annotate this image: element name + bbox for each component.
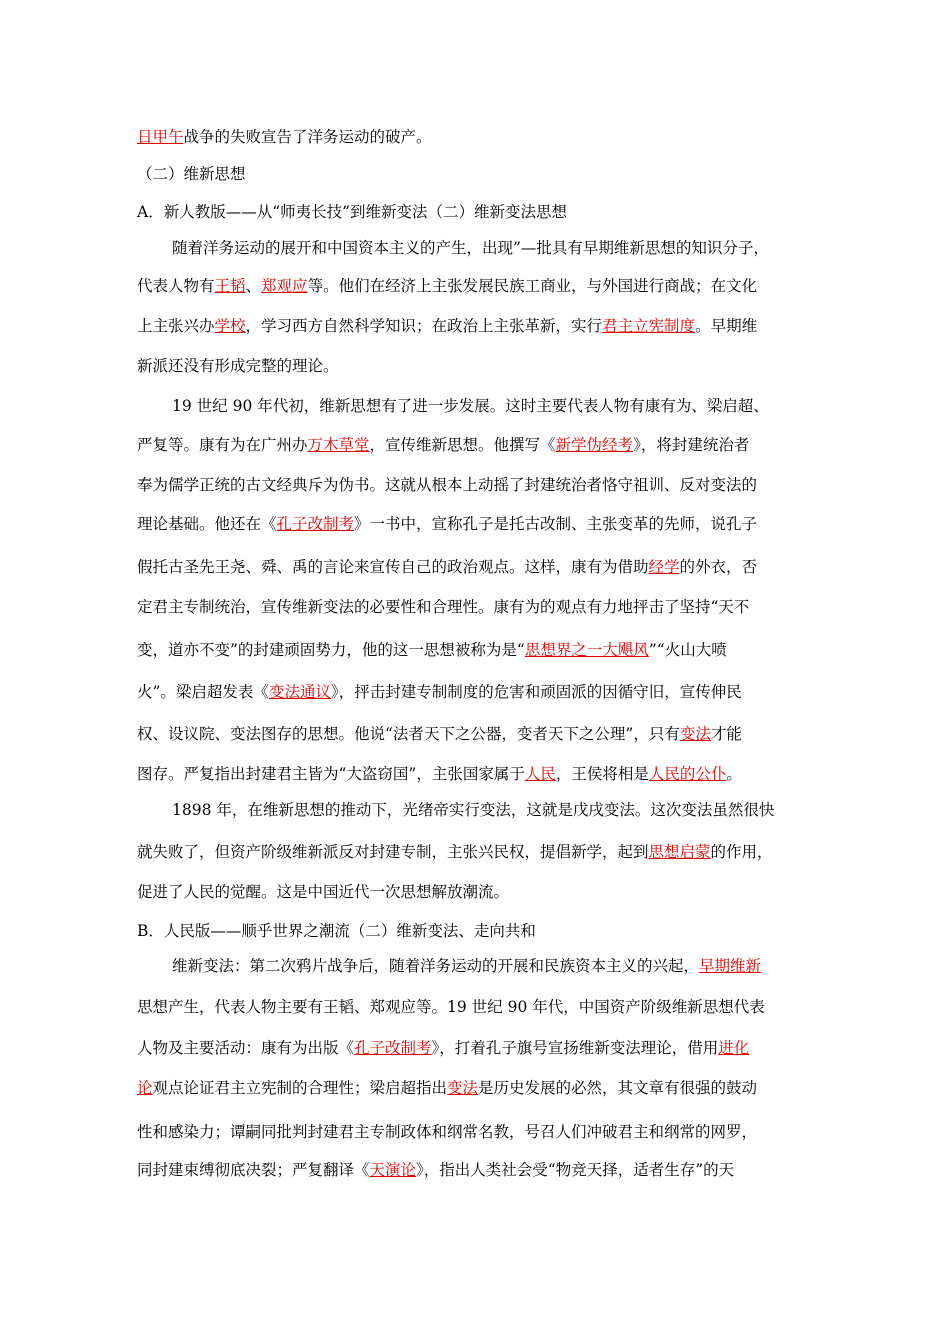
text-run: 奉为儒学正统的古文经典斥为伪书。这就从根本上动摇了封建统治者恪守祖训、反对变法的 [137, 476, 758, 494]
highlighted-term: 新学伪经考 [555, 436, 634, 454]
text-run: 严复等。康有为在广州办 [137, 436, 308, 454]
highlighted-term: 进化 [718, 1039, 750, 1057]
text-line [137, 514, 757, 534]
text-run: 等。他们在经济上主张发展民族工商业，与外国进行商战；在文化 [307, 277, 758, 295]
highlighted-term: 论 [137, 1079, 153, 1097]
text-run: 的外衣，否 [679, 558, 758, 576]
text-run: 》，抨击封建专制制度的危害和顽固派的因循守旧，宣传伸民 [330, 683, 742, 701]
highlighted-term: 日甲午 [137, 128, 184, 146]
text-line [137, 597, 749, 617]
text-line [137, 1078, 757, 1098]
text-run: 火”。梁启超发表《 [137, 683, 269, 701]
text-run: 是历史发展的必然，其文章有很强的鼓动 [478, 1079, 758, 1097]
text-run: 、 [245, 277, 262, 295]
text-run: 上主张兴办 [137, 317, 215, 335]
text-line [137, 356, 339, 376]
text-line [172, 956, 761, 976]
text-run: 19 世纪 90 年代初，维新思想有了进一步发展。这时主要代表人物有康有为、梁启超、 [172, 397, 769, 415]
highlighted-term: 思想启蒙 [648, 843, 711, 861]
text-run: 战争的失败宣告了洋务运动的破产。 [183, 128, 432, 146]
highlighted-term: 人民的公仆 [648, 765, 727, 783]
text-run: 性和感染力；谭嗣同批判封建君主专制政体和纲常名教，号召人们冲破君主和纲常的网罗， [137, 1123, 758, 1141]
text-run: 才能 [710, 725, 742, 743]
text-run: 1898 年，在维新思想的推动下，光绪帝实行变法，这就是戊戌变法。这次变法虽然很快 [172, 801, 775, 819]
text-run: 。早期维 [695, 317, 758, 335]
text-run: 》，打着孔子旗号宣扬维新变法理论，借用 [431, 1039, 719, 1057]
highlighted-term: 早期维新 [699, 957, 762, 975]
text-run: B．人民版——顺乎世界之潮流（二）维新变法、走向共和 [137, 922, 536, 940]
text-line [172, 238, 769, 258]
highlighted-term: 变法 [447, 1079, 479, 1097]
text-run: 变，道亦不变”的封建顽固势力，他的这一思想被称为是“ [137, 641, 525, 659]
text-line [137, 316, 757, 336]
text-run: 图存。严复指出封建君主皆为“大盗窃国”，主张国家属于 [137, 765, 525, 783]
text-run: ”“火山大喷 [648, 641, 727, 659]
text-run: 人物及主要活动：康有为出版《 [137, 1039, 355, 1057]
text-line [137, 1122, 757, 1142]
subsection-heading [137, 202, 567, 222]
text-run: 假托古圣先王尧、舜、禹的言论来宣传自己的政治观点。这样，康有为借助 [137, 558, 649, 576]
text-line [137, 724, 742, 744]
text-run: 观点论证君主立宪制的合理性；梁启超指出 [152, 1079, 448, 1097]
highlighted-term: 郑观应 [261, 277, 308, 295]
text-line [137, 682, 742, 702]
text-line [172, 396, 769, 416]
text-run: 》，指出人类社会受“物竞天择，适者生存”的天 [416, 1161, 735, 1179]
highlighted-term: 思想界之一大飓风 [524, 641, 649, 659]
highlighted-term: 天演论 [369, 1161, 417, 1179]
text-run: 理论基础。他还在《 [137, 515, 277, 533]
text-run: 》一书中，宣称孔子是托古改制、主张变革的先师，说孔子 [354, 515, 758, 533]
text-run: ，学习西方自然科学知识；在政治上主张革新，实行 [245, 317, 603, 335]
text-run: 思想产生，代表人物主要有王韬、郑观应等。19 世纪 90 年代，中国资产阶级维新思想代表 [137, 998, 765, 1016]
highlighted-term: 经学 [648, 558, 680, 576]
text-run: 维新变法：第二次鸦片战争后，随着洋务运动的开展和民族资本主义的兴起， [172, 957, 700, 975]
text-run: 随着洋务运动的展开和中国资本主义的产生，出现”—批具有早期维新思想的知识分子， [172, 239, 769, 257]
text-line [172, 800, 774, 820]
subsection-heading [137, 921, 536, 941]
text-line [137, 640, 727, 660]
text-run: 权、设议院、变法图存的思想。他说“法者天下之公器，变者天下之公理”，只有 [137, 725, 680, 743]
text-run: 》，将封建统治者 [633, 436, 750, 454]
highlighted-term: 孔子改制考 [354, 1039, 432, 1057]
text-run: （二）维新思想 [137, 165, 246, 183]
text-run: 就失败了，但资产阶级维新派反对封建专制，主张兴民权，提倡新学，起到 [137, 843, 649, 861]
text-line [137, 127, 432, 147]
text-line [137, 557, 757, 577]
text-run: 。 [726, 765, 742, 783]
highlighted-term: 王韬 [214, 277, 246, 295]
text-line [137, 1038, 749, 1058]
text-run: 的作用， [710, 843, 773, 861]
text-run: 促进了人民的觉醒。这是中国近代一次思想解放潮流。 [137, 883, 510, 901]
text-line [137, 1160, 734, 1180]
text-run: 同封建束缚彻底决裂；严复翻译《 [137, 1161, 370, 1179]
text-line [137, 882, 509, 902]
text-line [137, 435, 749, 455]
text-line [137, 276, 757, 296]
highlighted-term: 人民 [524, 765, 556, 783]
highlighted-term: 万木草堂 [307, 436, 370, 454]
highlighted-term: 变法通议 [268, 683, 331, 701]
highlighted-term: 学校 [214, 317, 246, 335]
text-run: A．新人教版——从“师夷长技”到维新变法（二）维新变法思想 [137, 203, 568, 221]
text-line [137, 764, 742, 784]
highlighted-term: 君主立宪制度 [602, 317, 696, 335]
text-line [137, 475, 757, 495]
highlighted-term: 变法 [679, 725, 711, 743]
section-heading [137, 164, 246, 184]
text-line [137, 842, 773, 862]
highlighted-term: 孔子改制考 [276, 515, 355, 533]
text-run: 定君主专制统治，宣传维新变法的必要性和合理性。康有为的观点有力地抨击了坚持“天不 [137, 598, 750, 616]
text-line [137, 997, 765, 1017]
text-run: 代表人物有 [137, 277, 215, 295]
text-run: ，王侯将相是 [555, 765, 649, 783]
text-run: 新派还没有形成完整的理论。 [137, 357, 339, 375]
text-run: ，宣传维新思想。他撰写《 [369, 436, 556, 454]
